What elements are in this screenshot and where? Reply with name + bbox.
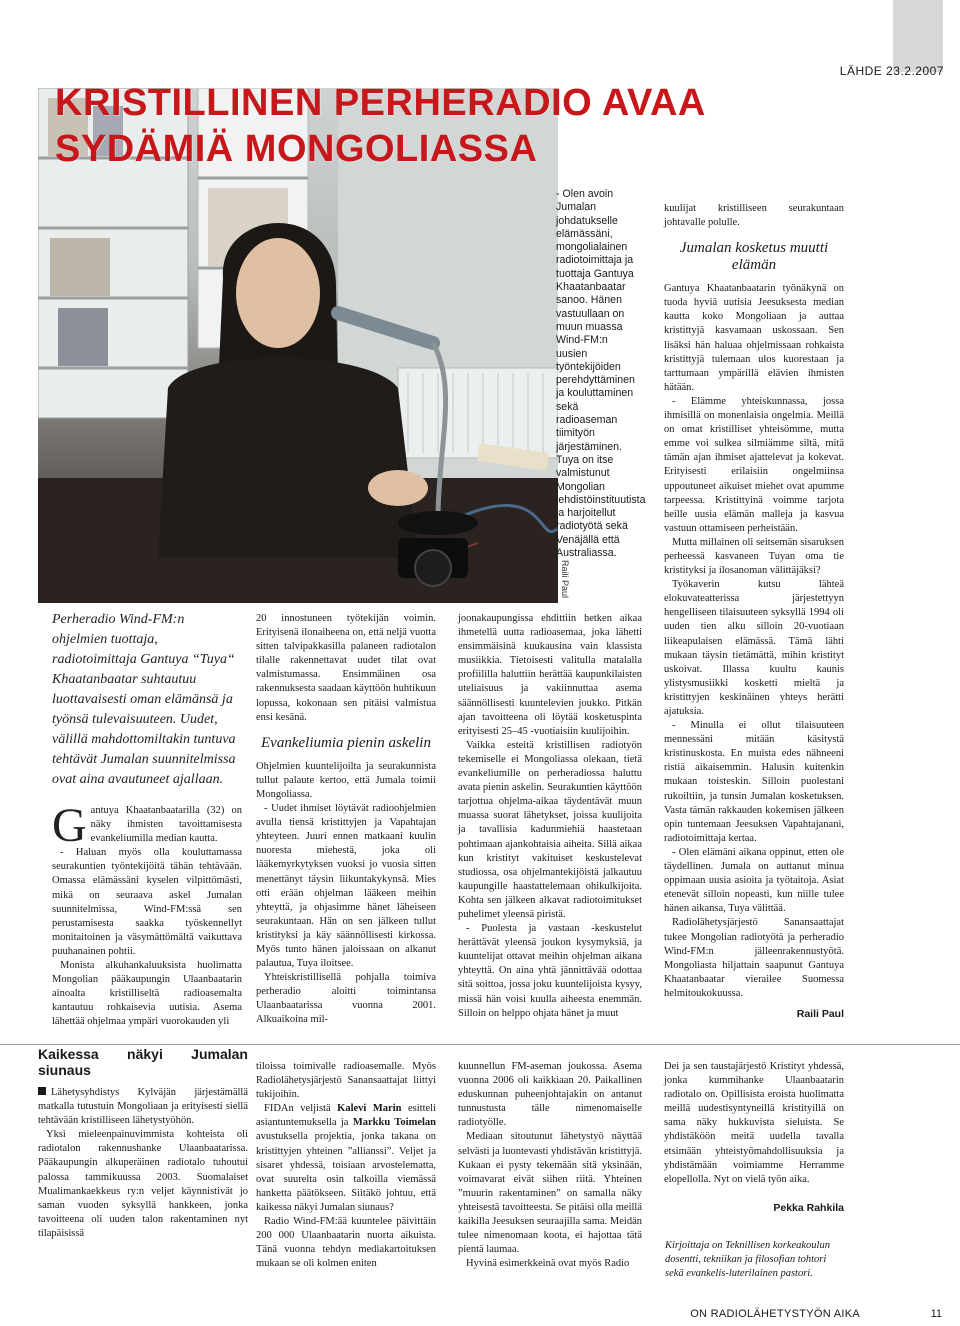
sidebar-p6: kuunnellun FM-aseman joukossa. Asema vuonna 2006 oli kaikkiaan 20. Paikallinen eduskunnan puheenjohtajakin on antanut tunnustusta tälle nimenomaiselle radiotyölle. bbox=[458, 1061, 642, 1129]
article-column-4 bbox=[664, 202, 844, 1021]
col4-p5: Työkaverin kutsu lähteä elokuvateatterissa järjestettyyn hengelliseen tilaisuuteen syksyllä 1994 oli uuden tien alku silloin 20-vuotiaan liikeapulaisen elämässä. Tämä lähti mukaan täysin tietämättä, mihin kristityt uskoivat. Illassa kuultu kaunis ylistysmusiikki kosketti mieltä ja kristittyjen keskinäinen yhteys herätti ajatuksia. bbox=[664, 579, 844, 717]
bullet-square-icon bbox=[38, 1087, 46, 1095]
col4-p8: Radiolähetysjärjestö Sanansaattajat tukee Mongolian radiotyötä ja perheradio Wind-FM:n jälleenrakennustyötä. Mongoliasta hiljattain saapunut Gantuya Khaatanbaatar vierailee Suomessa helmitoukokuussa. bbox=[664, 917, 844, 999]
col4-p6: - Minulla ei ollut tilaisuuteen mennessäni mitään käsitystä kristinuskosta. En muista edes nähneeni ristiä aikaisemmin. Halusin kuitenkin mukaan toisteskin. Silloin puolestani rukoiltiin, ja tunsin Jumalan kosketuksen. Vasta tämän rakkauden kokemisen jälkeen opin tuntemaan Jeesuksen Vapahtajanani, radiotoimittaja kertaa. bbox=[664, 720, 844, 844]
col4-p4: Mutta millainen oli seitsemän sisaruksen perheessä kasvaneen Tuyan oma tie kristityksi ja ilosanoman välittäjäksi? bbox=[664, 536, 844, 577]
dropcap: G bbox=[52, 799, 87, 852]
col3-p2: Vaikka esteitä kristillisen radiotyön tekemiselle ei Mongoliassa olekaan, tietä evankeliumille on perheradiossa haluttu avata pienin askelin. Seurakuntien käyttöön tarjottua ohjelma-aikaa täydentävät muun muassa suorat lähetykset, joissa kuulijoita ja tavallisia kadunmiehiä haastetaan pohtimaan ajankohtaisia aiheita. Sillä aikaa kun kristityt vakituiset keskustelevat studiossa, osa ohjelmantekijöistä jalkautuu kaupungille haastattelemaan ohikulkijoita. Kohta sen jälkeen alkavat radiotoimitukset puhelimet yleensä piristä. bbox=[458, 739, 642, 920]
sidebar-p1: Lähetysyhdistys Kylväjän järjestämällä matkalla tutustuin Mongoliaan ja erityisesti siellä tehtävään kristilliseen lähetystyöhön. bbox=[38, 1087, 248, 1127]
subheading-2: Jumalan kosketus muutti elämän bbox=[679, 240, 829, 274]
col2-p2: Ohjelmien kuuntelijoilta ja seurakunnista tullut palaute kertoo, että Jumala toimii Mongoliassa. bbox=[256, 760, 436, 800]
article-column-2 bbox=[256, 612, 436, 1028]
sidebar-p2: Yksi mieleenpainuvimmista kohteista oli radiotalon rakennushanke Ulaanbaatarissa. Pääkaupungin alkuperäinen radiotalo tuhoutui palossa tammikuussa 2003. Suomalaiset Mualimankaekkeus ry:n veljet käynnistivät jo saman vuoden syksyllä hankkeen, jonka tavoitteena oli uuden talon rakentaminen nyt tilapäisissä bbox=[38, 1129, 248, 1239]
sidebar-p9: Dei ja sen taustajärjestö Kristityt yhdessä, jonka kummihanke Ulaanbaatarin radiotalo on. Opillisista eroista huolimatta meillä uudestisyntyneillä kristityillä on sama näky hukkuvista sieluista. Se yhdistäköön meitä uudella tavalla etsimään yhteistyömahdollisuuksia ja yhdistämään voimiamme Herramme elopellolla. Nyt on vielä työn aika. bbox=[664, 1061, 844, 1185]
col1-p3: Monista alkuhankaluuksista huolimatta Mongolian pääkaupungin Ulaanbaatarin ainoalta kristilliseltä radioasemalta kantautuu rohkaisevia uutisia. Asema lähettää ohjelmaa ympäri vuorokauden yli bbox=[52, 960, 242, 1028]
photo-caption: - Olen avoin Jumalan johdatukselle elämässäni, mongolialainen radiotoimittaja ja tuottaja Gantuya Khaatanbaatar sanoo. Hänen vastuullaan on muun muassa Wind-FM:n uusien työntekijöiden perehdyttäminen ja kouluttaminen sekä radioaseman tiimityön järjestäminen. Tuya on itse valmistunut Mongolian lehdistöinstituutista ja harjoitellut radiotyötä sekä Venäjällä että Australiassa. bbox=[556, 188, 646, 560]
col4-p3: - Elämme yhteiskunnassa, jossa ihmisillä on monenlaisia ongelmia. Meillä on omat kristilliset yhteisömme, mutta emme voi sulkea silmiämme siltä, mitä tämän ajan ihmiset ajattelevat ja kokevat. Erityisesti erilaisiin ongelmiinsa uppoutuneet aikuiset miehet ovat apumme tarpeessa. Kristittyinä voimme tarjota heille uusia elämän malleja ja kasvua vastuun ottamiseen perheistään. bbox=[664, 395, 844, 534]
sidebar-signature: Pekka Rahkila bbox=[773, 1201, 844, 1214]
col2-p1: 20 innostuneen työtekijän voimin. Erityisenä ilonaiheena on, että neljä vuotta sitten talvipakkasilla palaneen radiotalon tilalle rakennettavat uudet tilat ovat valmistumassa. Ensimmäinen osa rakennuksesta saadaan käyttöön huhtikuun lopussa, kokonaan sen pitäisi valmistua ensi kesänä. bbox=[256, 613, 436, 723]
sidebar-column-3 bbox=[458, 1060, 642, 1271]
sidebar-column-2 bbox=[256, 1060, 436, 1271]
article-column-3 bbox=[458, 612, 642, 1021]
photo-credit: Raili Paul bbox=[560, 560, 570, 599]
article-column-1 bbox=[52, 799, 242, 1030]
sidebar-column-1 bbox=[38, 1046, 248, 1241]
sidebar-p3: tiloissa toimivalle radioasemalle. Myös Radiolähetysjärjestö Sanansaattajat liittyi tukijoihin. bbox=[256, 1061, 436, 1101]
col4-p1: kuulijat kristilliseen seurakuntaan johtavalle polulle. bbox=[664, 203, 844, 229]
page-number: 11 bbox=[930, 1308, 942, 1320]
sidebar-p8: Hyvinä esimerkkeinä ovat myös Radio bbox=[466, 1258, 630, 1270]
source-date: LÄHDE 23.2.2007 bbox=[839, 64, 944, 78]
author-signature: Raili Paul bbox=[796, 1007, 844, 1020]
col2-p4: Yhteiskristillisellä pohjalla toimiva perheradio aloitti toimintansa Ulaanbaatarissa vuonna 2001. Alkuaikoina mil- bbox=[256, 972, 436, 1026]
subheading-1: Evankeliumia pienin askelin bbox=[261, 734, 431, 751]
corner-tab bbox=[893, 0, 943, 72]
article-headline: KRISTILLINEN PERHERADIO AVAA SYDÄMIÄ MONGOLIASSA bbox=[55, 82, 705, 170]
sidebar-column-4 bbox=[664, 1060, 844, 1215]
magazine-footer: ON RADIOLÄHETYSTYÖN AIKA bbox=[690, 1308, 860, 1320]
sidebar-p5: Radio Wind-FM:ää kuuntelee päivittäin 200 000 Ulaanbaatarin nuorta aikuista. Tänä vuonna tehdyn mediakartoituksen mukaan se oli kolmen eniten bbox=[256, 1216, 436, 1270]
author-bio: Kirjoittaja on Teknillisen korkeakoulun dosentti, tekniikan ja filosofian tohtori sekä evankelis-luterilainen pastori. bbox=[665, 1240, 830, 1279]
col3-p1: joonakaupungissa ehdittiin hetken aikaa ihmetellä uutta radioasemaa, joka lähetti ensimmäisinä kuukausina vain klassista musiikkia. Tietoisesti valitulla matalalla profiililla haluttiin herättää kaupunkilaisten uteliaisuus ja vakiinnuttaa asema säännöllisesti kuuntelevien joukko. Pitkän ajan tavoitteena oli löytää kosketuspinta erityisesti 25–45 -vuotiaisiin kuulijoihin. bbox=[458, 613, 642, 737]
section-divider bbox=[0, 1044, 960, 1045]
col4-p7: - Olen elämäni aikana oppinut, etten ole täydellinen. Jumala on auttanut minua oppimaan uusia asioita ja työtaitoja. Asiat etenevät silloin nopeasti, kun niille tulee hänen aikansa, Tuya välittää. bbox=[664, 846, 844, 915]
col2-p3: - Uudet ihmiset löytävät radioohjelmien avulla tiensä kristittyjen ja Vapahtajan yhteyteen. Juuri ennen matkaani kuulin nuoresta miehestä, joka oli lääkemyrkytyksen vuoksi jo vuosia sitten menettänyt täysin liikuntakykynsä. Mies otti erään ohjelman lääkeen meihin yhteyttä, ja ohjasimme hänet läheiseen seurakuntaan. Hän on sen jälkeen tullut kristityksi ja käy säännöllisesti kirkossa. Myös tunto hänen jaloissaan on alkanut palautua, Tuya iloitsee. bbox=[256, 803, 436, 970]
col1-p2: - Haluan myös olla kouluttamassa seurakuntien työntekijöitä tähän tehtävään. Omassa elämässäni kyselen vilpittömästi, mikä on seuraava askel Jumalan suunnitelmissa, Wind-FM:ssä sen perustamisesta saakka työskennellyt monitaitoinen ja väsymättömältä vaikuttava puuhanainen pohtii. bbox=[52, 847, 242, 957]
sidebar-p4: FIDAn veljistä Kalevi Marin esitteli asiantuntemuksella ja Markku Toimelan avustuksella projektia, jonka takana on kristittyjen yhteinen ”allianssi”. Veljet ja sisaret yhdessä, toisiaan arvostelematta, ovat suurelta osin talkoilla viemässä hanketta päätökseen. Siitäkö johtuu, että kaikessa näkyi Jumalan siunaus? bbox=[256, 1103, 437, 1213]
article-lead: Perheradio Wind-FM:n ohjelmien tuottaja, radiotoimittaja Gantuya “Tuya“ Khaatanbaatar suhtautuu luottavaisesti oman elämänsä ja työnsä tulevaisuuteen. Uudet, välillä mahdottomiltakin tuntuva tehtävät Jumalan suunnitelmissa ovat aina avautuneet ajallaan. bbox=[52, 612, 236, 787]
sidebar-p7: Mediaan sitoutunut lähetystyö näyttää selvästi ja luontevasti yhdistävän kristittyjä. Kukaan ei pysty tekemään sitä yksinään, voimavarat eivät siihen riitä. Yhteinen ”muurin rakentaminen” on samalla näky yhteisestä tavoitteesta. Se pitäisi olla meillä kaikilla Jeesuksen seuraajilla sama. Meidän tulee nimenomaan koota, ei hajottaa tätä pientä laumaa. bbox=[458, 1131, 643, 1256]
col3-p3: - Puolesta ja vastaan -keskustelut herättävät yleensä joukon kysymyksiä, ja kuuntelijat ottavat meihin ohjelman aikana yhteyttä. On aina yhtä jännittävää odottaa sitä soittoa, jossa joku kuuntelijoista kysyy, missä hän voisi kuulla aiheesta enemmän. Silloin on helppo ohjata hänet ja muut bbox=[458, 923, 642, 1019]
sidebar-title: Kaikessa näkyi Jumalan siunaus bbox=[38, 1046, 248, 1078]
col1-p1: antuya Khaatanbaatarilla (32) on näky ihmisten tavoittamisesta evankeliumilla median kautta. bbox=[90, 805, 242, 845]
col4-p2: Gantuya Khaatanbaatarin työnäkynä on tuoda hyviä uutisia Jeesuksesta median kautta koko Mongoliaan ja auttaa kristittyjä kasvamaan uskossaan. Sen lisäksi hän haluaa ohjelmissaan rohkaista kristittyjä tulemaan ulos kuorestaan ja tarttumaan ympärillä elävien ihmisten hätään. bbox=[664, 283, 844, 393]
